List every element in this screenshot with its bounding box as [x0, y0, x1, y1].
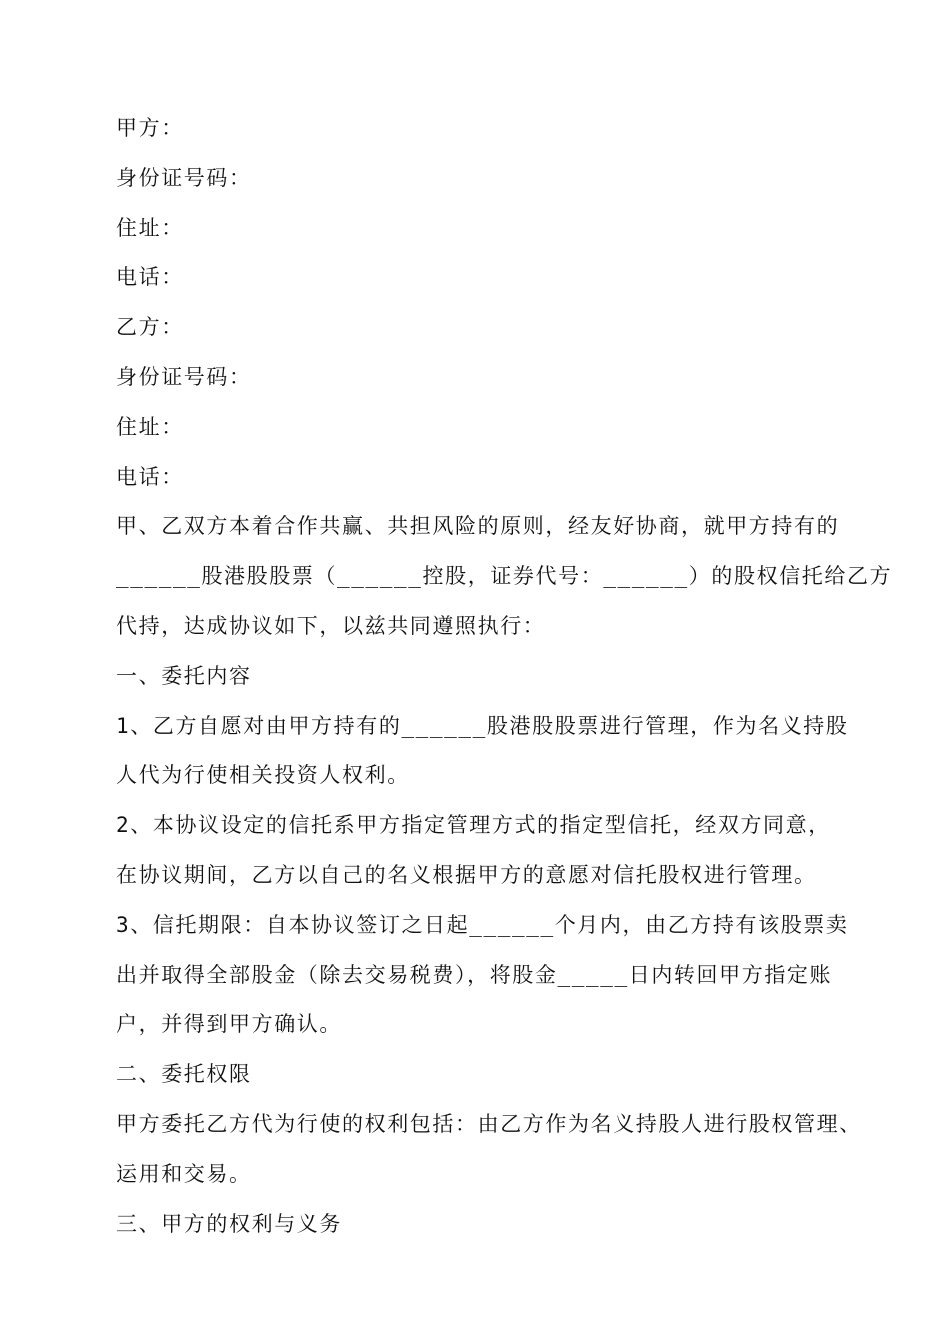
preamble-line-1: 甲、乙双方本着合作共赢、共担风险的原则，经友好协商，就甲方持有的 [116, 514, 840, 539]
clause-3-line-1: 3、信托期限：自本协议签订之日起______个月内，由乙方持有该股票卖 [116, 912, 849, 937]
party-a-label: 甲方： [116, 116, 184, 140]
section-heading-2: 二、委托权限 [116, 1062, 252, 1087]
clause-1-line-2: 人代为行使相关投资人权利。 [116, 763, 410, 788]
clause-2-line-2: 在协议期间，乙方以自己的名义根据甲方的意愿对信托股权进行管理。 [116, 862, 817, 887]
clause-3-line-3: 户，并得到甲方确认。 [116, 1012, 342, 1037]
party-b-id-label: 身份证号码： [116, 364, 252, 389]
party-a-phone-label: 电话： [116, 265, 184, 290]
party-a-address-label: 住址： [116, 215, 184, 240]
authority-line-2: 运用和交易。 [116, 1161, 252, 1186]
section-heading-1: 一、委托内容 [116, 663, 252, 688]
clause-3-line-2: 出并取得全部股金（除去交易税费），将股金_____日内转回甲方指定账 [116, 962, 833, 987]
preamble-line-3: 代持，达成协议如下，以兹共同遵照执行： [116, 613, 546, 638]
party-b-label: 乙方： [116, 315, 184, 340]
document-body [116, 104, 893, 1249]
party-b-address-label: 住址： [116, 414, 184, 439]
section-heading-3: 三、甲方的权利与义务 [116, 1211, 342, 1236]
preamble-line-2: ______股港股股票（______控股，证券代号：______）的股权信托给乙方 [116, 564, 893, 589]
clause-1-line-1: 1、乙方自愿对由甲方持有的______股港股股票进行管理，作为名义持股 [116, 713, 849, 738]
party-b-phone-label: 电话： [116, 464, 184, 489]
clause-2-line-1: 2、本协议设定的信托系甲方指定管理方式的指定型信托，经双方同意， [116, 813, 831, 838]
authority-line-1: 甲方委托乙方代为行使的权利包括：由乙方作为名义持股人进行股权管理、 [116, 1111, 862, 1136]
party-a-id-label: 身份证号码： [116, 165, 252, 190]
